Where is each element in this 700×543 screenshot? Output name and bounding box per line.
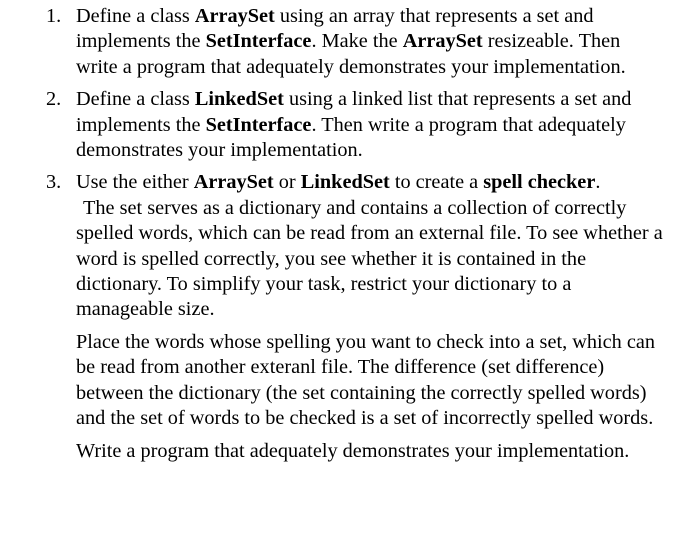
bold-term: ArraySet — [194, 5, 275, 27]
item-number: 1. — [46, 5, 62, 27]
text-run: using a linked list that represents a set and implements the — [76, 88, 632, 136]
item-body — [76, 4, 664, 80]
item-paragraph — [76, 4, 664, 80]
bold-term: ArraySet — [193, 171, 274, 194]
bold-term: LinkedSet — [300, 171, 390, 194]
item-number: 2. — [46, 88, 62, 111]
text-run: Use the either — [76, 171, 194, 194]
text-run: . Then write a program that adequately demonstrates your implementation. — [76, 113, 626, 162]
item-paragraph: Place the words whose spelling you want to check into a set, which can be read from another exteranl file. The difference (set difference) between the dictionary (the set containing the correctly spelled words) and the set of words to be checked is a set of incorrectly spelled words. — [76, 330, 655, 430]
list-item-3 — [46, 170, 664, 463]
list-item-1 — [46, 4, 664, 80]
text-run: to create a — [389, 171, 484, 194]
text-run: The set serves as a dictionary and contains a collection of correctly spelled words, which can be read from an external file. To see whether a word is spelled correctly, you see whether it is contained in the dictionary. To simplify your task, restrict your dictionary to a manageable size. — [76, 196, 663, 321]
text-run: or — [273, 171, 301, 194]
assignment-document — [46, 4, 664, 464]
item-number: 3. — [46, 171, 62, 194]
bold-term: ArraySet — [402, 30, 483, 53]
item-paragraph — [76, 87, 664, 163]
text-run: using an array that represents a set and implements the — [76, 5, 594, 53]
bold-term: SetInterface — [205, 113, 312, 136]
bold-term: spell checker — [483, 171, 596, 194]
text-run: Define a class — [76, 5, 195, 27]
bold-term: SetInterface — [205, 30, 312, 53]
item-body — [76, 87, 664, 163]
list-item-2 — [46, 87, 664, 163]
item-body — [76, 170, 664, 463]
bold-term: LinkedSet — [194, 88, 284, 111]
item-paragraph: Write a program that adequately demonstrates your implementation. — [76, 439, 630, 462]
item-paragraph — [76, 170, 664, 322]
text-run: . — [595, 171, 601, 194]
text-run: resizeable. Then write a program that adequately demonstrates your implementation. — [76, 30, 626, 78]
text-run: Define a class — [76, 88, 195, 111]
text-run: . Make the — [311, 30, 403, 53]
